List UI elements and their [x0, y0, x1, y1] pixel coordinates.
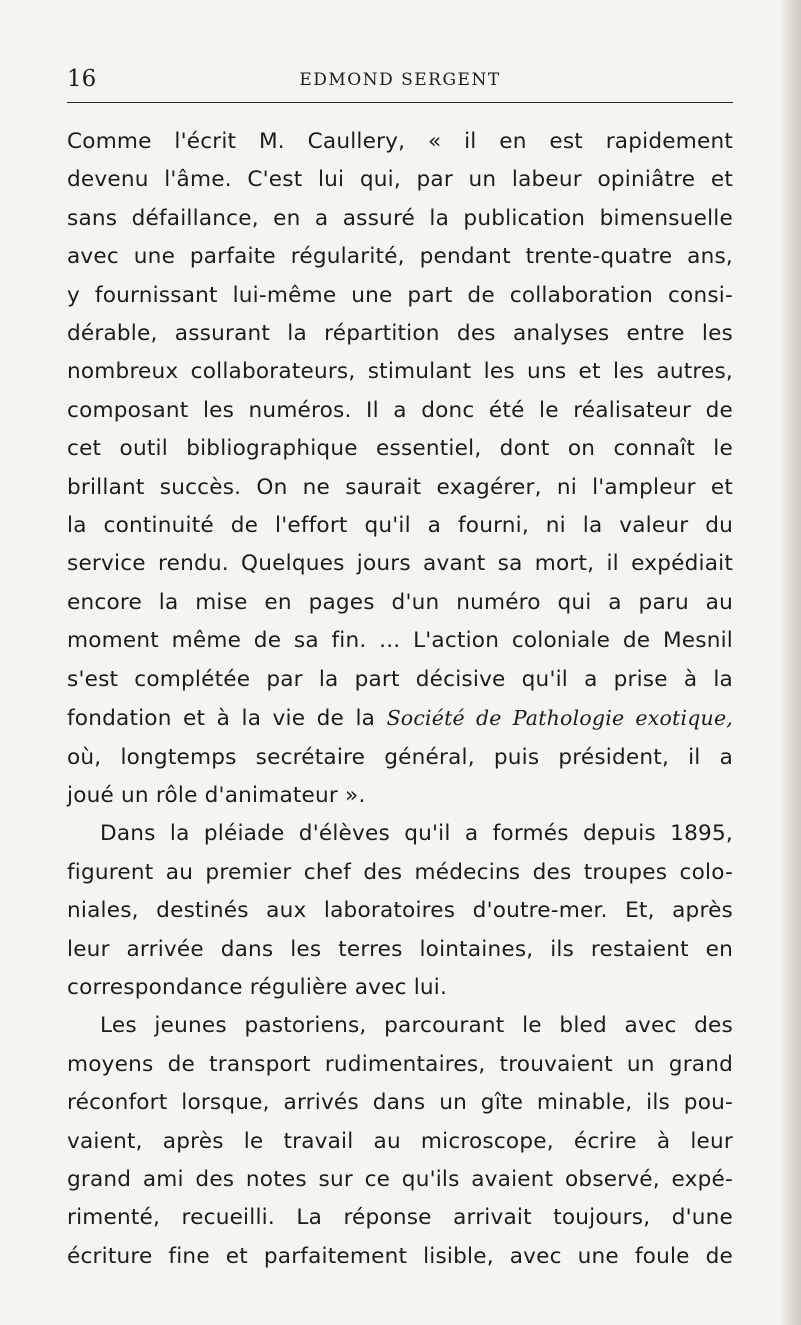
page-edge-shadow — [779, 0, 801, 1325]
body-text — [67, 123, 733, 1276]
text-line: figurent au premier chef des médecins des troupes colo- — [67, 859, 733, 885]
text-line: moment même de sa fin. ... L'action coloniale de Mesnil — [67, 628, 733, 654]
text-line: joué un rôle d'animateur ». — [67, 782, 366, 808]
text-line: rimenté, recueilli. La réponse arrivait toujours, d'une — [67, 1205, 733, 1231]
text-line: encore la mise en pages d'un numéro qui a paru au — [67, 589, 733, 615]
text-line: Les jeunes pastoriens, parcourant le bled avec des — [100, 1013, 733, 1039]
page-number: 16 — [67, 66, 97, 92]
text-line: nombreux collaborateurs, stimulant les uns et les autres, — [67, 359, 733, 385]
text-line: dérable, assurant la répartition des analyses entre les — [67, 321, 733, 347]
text-line: y fournissant lui-même une part de collaboration consi- — [67, 282, 733, 308]
text-line: avec une parfaite régularité, pendant trente-quatre ans, — [67, 244, 733, 270]
text-line: Dans la pléiade d'élèves qu'il a formés depuis 1895, — [100, 821, 733, 847]
text-line: réconfort lorsque, arrivés dans un gîte minable, ils pou- — [67, 1090, 733, 1116]
text-line: cet outil bibliographique essentiel, dont on connaît le — [67, 436, 733, 462]
text-line: où, longtemps secrétaire général, puis président, il a — [67, 744, 733, 770]
text-line: leur arrivée dans les terres lointaines, ils restaient en — [67, 936, 733, 962]
text-line: vaient, après le travail au microscope, écrire à leur — [67, 1128, 733, 1154]
text-line: correspondance régulière avec lui. — [67, 974, 448, 1000]
text-fragment: fondation et à la vie de la — [67, 706, 376, 732]
text-line: composant les numéros. Il a donc été le réalisateur de — [67, 397, 733, 423]
text-line-with-society-name — [67, 699, 733, 738]
text-line: niales, destinés aux laboratoires d'outre-mer. Et, après — [67, 898, 733, 924]
text-line: la continuité de l'effort qu'il a fourni, ni la valeur du — [67, 513, 733, 539]
society-name: Société de Pathologie exotique, — [386, 706, 733, 731]
text-line: Comme l'écrit M. Caullery, « il en est rapidement — [67, 129, 733, 154]
text-line: écriture fine et parfaitement lisible, avec une foule de — [67, 1243, 733, 1269]
running-title: EDMOND SERGENT — [299, 70, 501, 90]
text-line: devenu l'âme. C'est lui qui, par un labeur opiniâtre et — [67, 167, 733, 193]
text-line: moyens de transport rudimentaires, trouvaient un grand — [67, 1051, 733, 1077]
text-line: s'est complétée par la part décisive qu'il a prise à la — [67, 666, 733, 692]
text-line: grand ami des notes sur ce qu'ils avaient observé, expé- — [67, 1166, 733, 1192]
text-line: sans défaillance, en a assuré la publication bimensuelle — [67, 205, 733, 231]
page-header — [67, 62, 733, 103]
text-line: brillant succès. On ne saurait exagérer, ni l'ampleur et — [67, 474, 733, 500]
text-line: service rendu. Quelques jours avant sa mort, il expédiait — [67, 551, 733, 577]
